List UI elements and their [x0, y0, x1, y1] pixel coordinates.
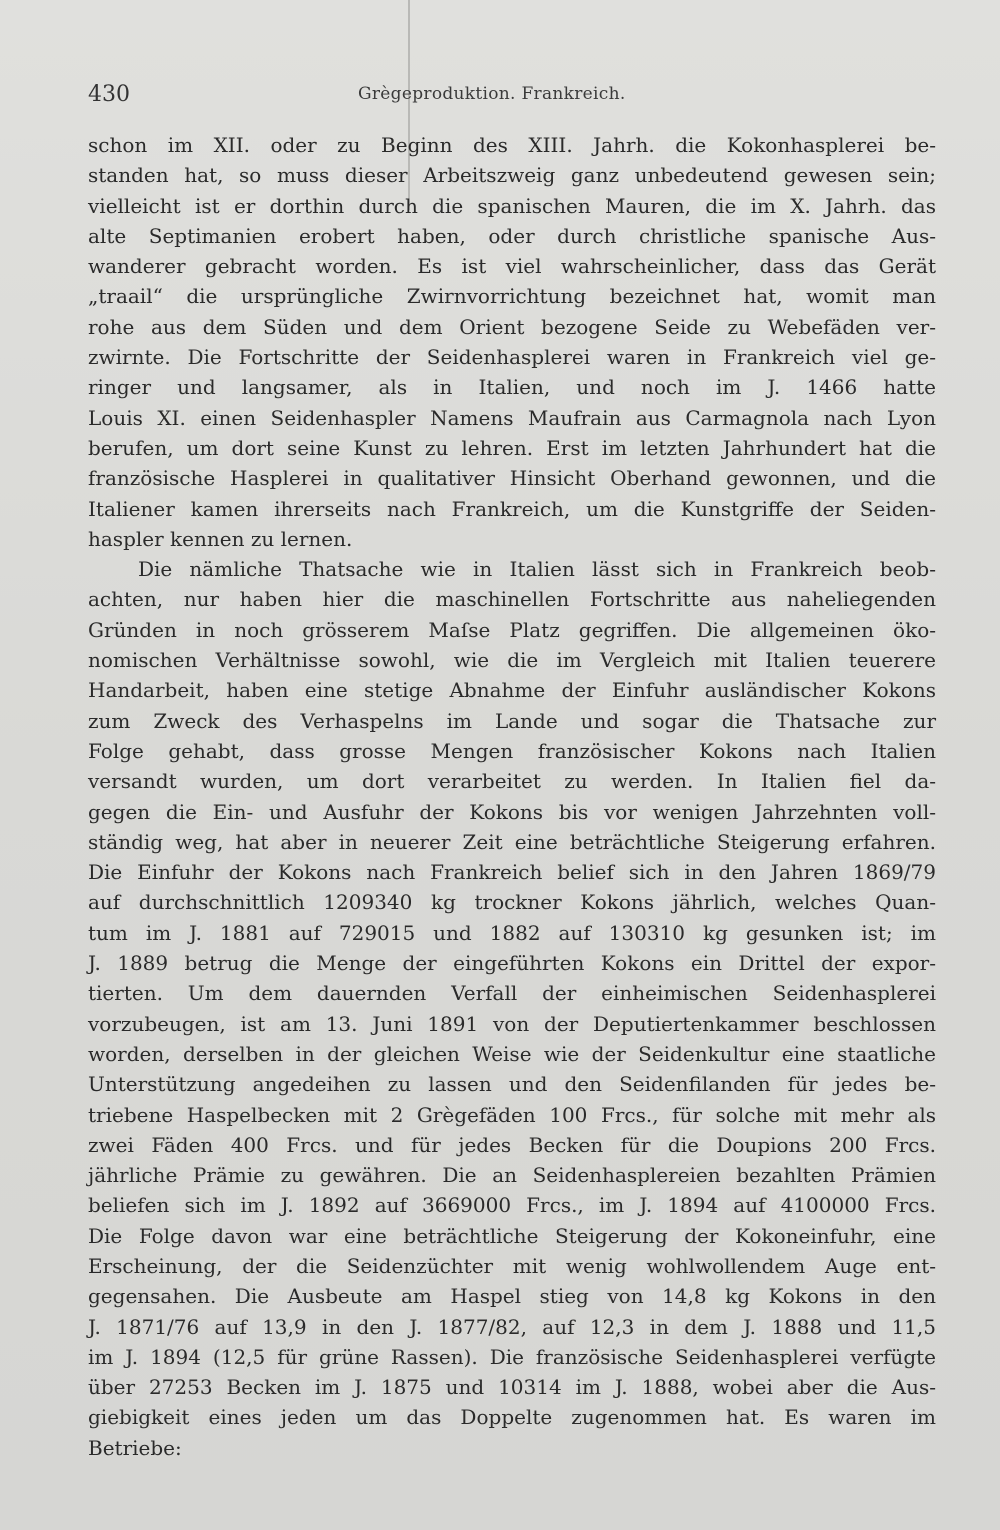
text-line: Louis XI. einen Seidenhaspler Namens Maufrain aus Carmagnola nach Lyon — [88, 405, 936, 430]
paragraph-end-line: haspler kennen zu lernen. — [88, 526, 353, 551]
text-line: Die Folge davon war eine beträchtliche Steigerung der Kokoneinfuhr, eine — [88, 1223, 936, 1248]
text-line: gegensahen. Die Ausbeute am Haspel stieg von 14,8 kg Kokons in den — [88, 1284, 936, 1309]
text-line: gegen die Ein- und Ausfuhr der Kokons bis vor wenigen Jahrzehnten voll- — [88, 799, 936, 824]
text-line: zwei Fäden 400 Frcs. und für jedes Becken für die Doupions 200 Frcs. — [88, 1132, 936, 1157]
text-line: tierten. Um dem dauernden Verfall der einheimischen Seidenhasplerei — [88, 981, 936, 1006]
text-line: achten, nur haben hier die maschinellen Fortschritte aus naheliegenden — [88, 587, 936, 612]
text-line: ringer und langsamer, als in Italien, und noch im J. 1466 hatte — [88, 375, 936, 400]
text-line: französische Hasplerei in qualitativer Hinsicht Oberhand gewonnen, und die — [88, 466, 936, 491]
text-line: Italiener kamen ihrerseits nach Frankreich, um die Kunstgriffe der Seiden- — [88, 496, 936, 521]
text-line: worden, derselben in der gleichen Weise wie der Seidenkultur eine staatliche — [88, 1041, 936, 1066]
text-line: wanderer gebracht worden. Es ist viel wahrscheinlicher, dass das Gerät — [88, 254, 936, 279]
page-number: 430 — [88, 82, 130, 107]
text-line: schon im XII. oder zu Beginn des XIII. Jahrh. die Kokonhasplerei be- — [88, 133, 936, 157]
text-line: Handarbeit, haben eine stetige Abnahme der Einfuhr ausländischer Kokons — [88, 678, 936, 703]
text-line: Erscheinung, der die Seidenzüchter mit wenig wohlwollendem Auge ent- — [88, 1253, 936, 1278]
text-line: über 27253 Becken im J. 1875 und 10314 im J. 1888, wobei aber die Aus- — [88, 1375, 936, 1400]
text-line: Unterstützung angedeihen zu lassen und den Seidenfilanden für jedes be- — [88, 1072, 936, 1097]
text-line: zwirnte. Die Fortschritte der Seidenhasplerei waren in Frankreich viel ge- — [88, 345, 936, 370]
text-line: nomischen Verhältnisse sowohl, wie die im Vergleich mit Italien teuerere — [88, 648, 936, 673]
text-line: auf durchschnittlich 1209340 kg trockner Kokons jährlich, welches Quan- — [88, 890, 936, 915]
body-text — [88, 130, 936, 1463]
text-line: Gründen in noch grösserem Maſse Platz gegriffen. Die allgemeinen öko- — [88, 617, 936, 642]
paragraph-end-line: Betriebe: — [88, 1435, 182, 1460]
text-line: Die Einfuhr der Kokons nach Frankreich belief sich in den Jahren 1869/79 — [88, 860, 936, 885]
text-line: Folge gehabt, dass grosse Mengen französischer Kokons nach Italien — [88, 738, 936, 763]
text-line: triebene Haspelbecken mit 2 Grègefäden 100 Frcs., für solche mit mehr als — [88, 1102, 936, 1127]
text-line: J. 1871/76 auf 13,9 in den J. 1877/82, auf 12,3 in dem J. 1888 und 11,5 — [88, 1314, 936, 1339]
text-line: zum Zweck des Verhaspelns im Lande und sogar die Thatsache zur — [88, 708, 936, 733]
text-line: rohe aus dem Süden und dem Orient bezogene Seide zu Webefäden ver- — [88, 314, 936, 339]
text-line: tum im J. 1881 auf 729015 und 1882 auf 130310 kg gesunken ist; im — [88, 920, 936, 945]
text-line: „traail“ die ursprüngliche Zwirnvorrichtung bezeichnet hat, womit man — [88, 284, 936, 309]
text-line: vielleicht ist er dorthin durch die spanischen Mauren, die im X. Jahrh. das — [88, 193, 936, 218]
text-line: versandt wurden, um dort verarbeitet zu werden. In Italien fiel da- — [88, 769, 936, 794]
text-line: im J. 1894 (12,5 für grüne Rassen). Die französische Seidenhasplerei verfügte — [88, 1344, 936, 1369]
page-header — [88, 82, 936, 114]
text-line: J. 1889 betrug die Menge der eingeführten Kokons ein Drittel der expor- — [88, 951, 936, 976]
text-line: jährliche Prämie zu gewähren. Die an Seidenhasplereien bezahlten Prämien — [88, 1163, 936, 1188]
running-title: Grègeproduktion. Frankreich. — [358, 84, 626, 104]
text-line: beliefen sich im J. 1892 auf 3669000 Frcs., im J. 1894 auf 4100000 Frcs. — [88, 1193, 936, 1218]
text-line: berufen, um dort seine Kunst zu lehren. Erst im letzten Jahrhundert hat die — [88, 435, 936, 460]
text-line: giebigkeit eines jeden um das Doppelte zugenommen hat. Es waren im — [88, 1405, 936, 1430]
text-line: vorzubeugen, ist am 13. Juni 1891 von der Deputiertenkammer beschlossen — [88, 1011, 936, 1036]
paragraph-start-line: Die nämliche Thatsache wie in Italien lässt sich in Frankreich beob- — [138, 557, 936, 582]
text-line: standen hat, so muss dieser Arbeitszweig ganz unbedeutend gewesen sein; — [88, 163, 936, 188]
text-line: ständig weg, hat aber in neuerer Zeit eine beträchtliche Steigerung erfahren. — [88, 829, 936, 854]
text-line: alte Septimanien erobert haben, oder durch christliche spanische Aus- — [88, 223, 936, 248]
